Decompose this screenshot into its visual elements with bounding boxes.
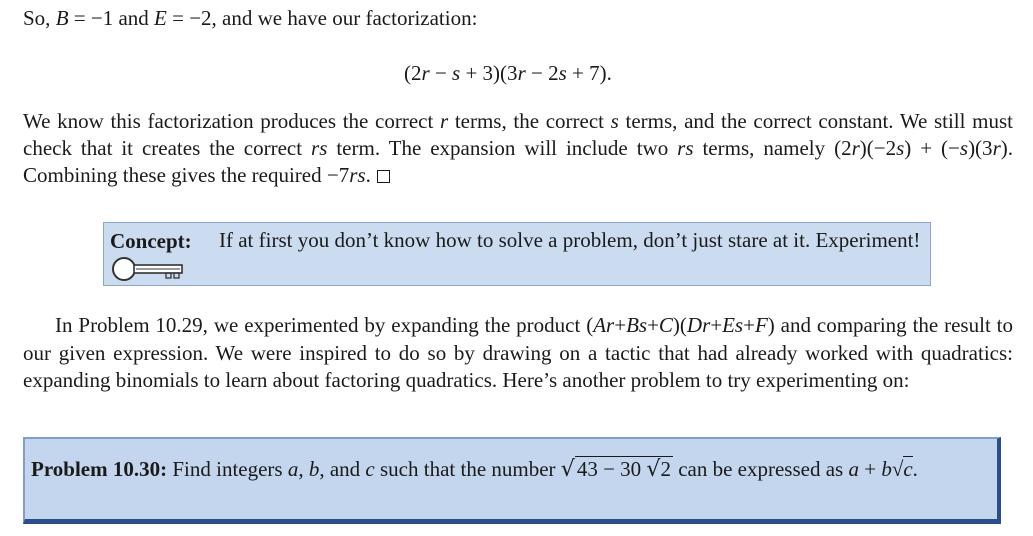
- eq-part: + 3)(3: [460, 61, 518, 85]
- var-r: r: [421, 61, 430, 85]
- text: +: [647, 313, 659, 337]
- text: ) and comparing the result to our given expression. We were inspired to do so by drawing on a tactic that had already worked with quadratics: expanding binomials to learn about factoring quadratics. Here’s another problem to try experimenting on:: [23, 313, 1013, 392]
- discussion-paragraph: [23, 312, 1013, 395]
- radical-sign: √: [891, 457, 904, 481]
- var-r: r: [517, 61, 526, 85]
- radicand: [575, 456, 673, 482]
- text: term. The expansion will include two: [327, 136, 678, 160]
- text: ) + (−: [904, 136, 960, 160]
- text: such that the number: [374, 457, 561, 481]
- intro-text: = −2, and we have our factorization:: [166, 6, 478, 30]
- text: terms, and the correct constant. We still must check that it creates the correct: [23, 109, 1013, 160]
- text: 43 − 30: [576, 457, 647, 481]
- var-a: a: [287, 457, 299, 481]
- key-icon: [112, 256, 188, 282]
- var: Dr: [686, 313, 711, 337]
- text: +: [858, 457, 882, 481]
- var-s: s: [959, 136, 969, 160]
- var-r: r: [439, 109, 449, 133]
- var-c: c: [365, 457, 375, 481]
- text: In Problem 10.29, we experimented by expanding the product (: [55, 313, 594, 337]
- var-s: s: [558, 61, 567, 85]
- qed-square-icon: [377, 170, 390, 183]
- problem-statement: [31, 455, 991, 484]
- eq-part: (2: [404, 61, 422, 85]
- var-b: b: [881, 457, 892, 481]
- text: +: [743, 313, 755, 337]
- concept-box: [103, 222, 931, 286]
- radical-sign: √: [560, 457, 575, 482]
- eq-part: + 7).: [566, 61, 612, 85]
- var-b: B: [55, 6, 69, 30]
- text: 2: [660, 457, 671, 481]
- text: Find integers: [167, 457, 288, 481]
- text: can be expressed as: [672, 457, 849, 481]
- problem-box: [23, 437, 1001, 524]
- explanation-paragraph: [23, 108, 1013, 189]
- text: terms, namely (2: [693, 136, 852, 160]
- concept-label: Concept:: [110, 229, 192, 253]
- var-a: a: [848, 457, 859, 481]
- intro-text: So,: [23, 6, 56, 30]
- text: ). Combining these gives the required −7: [23, 136, 1013, 187]
- var: Ar: [593, 313, 615, 337]
- text: +: [614, 313, 627, 337]
- concept-text: If at first you don’t know how to solve a problem, don’t just stare at it. Experiment!: [219, 228, 921, 252]
- var-rs: rs: [349, 163, 366, 187]
- var: F: [754, 313, 768, 337]
- var-s: s: [452, 61, 461, 85]
- problem-label: Problem 10.30:: [31, 457, 168, 481]
- text: )(−2: [859, 136, 897, 160]
- radical-expression: [561, 455, 673, 484]
- var-s: s: [610, 109, 619, 133]
- text: , and: [319, 457, 366, 481]
- var: Es: [722, 313, 744, 337]
- text: +: [710, 313, 723, 337]
- intro-text: = −1 and: [68, 6, 155, 30]
- var: Bs: [626, 313, 648, 337]
- text: We know this factorization produces the correct: [23, 109, 440, 133]
- var: C: [658, 313, 673, 337]
- var-rs: rs: [311, 136, 328, 160]
- text: .: [912, 457, 918, 481]
- eq-part: −: [429, 61, 453, 85]
- var-rs: rs: [677, 136, 694, 160]
- text: terms, the correct: [448, 109, 611, 133]
- text: ,: [298, 457, 309, 481]
- var-s: s: [896, 136, 905, 160]
- var-r: r: [992, 136, 1001, 160]
- intro-line: [23, 4, 477, 32]
- radical-sign: √: [646, 457, 661, 482]
- text: )(3: [968, 136, 993, 160]
- text: .: [365, 163, 371, 187]
- eq-part: − 2: [525, 61, 559, 85]
- var-e: E: [154, 6, 167, 30]
- factorization-equation: [404, 59, 612, 87]
- var-b: b: [308, 457, 320, 481]
- text: )(: [672, 313, 687, 337]
- var-c: c: [903, 457, 913, 481]
- var-r: r: [851, 136, 860, 160]
